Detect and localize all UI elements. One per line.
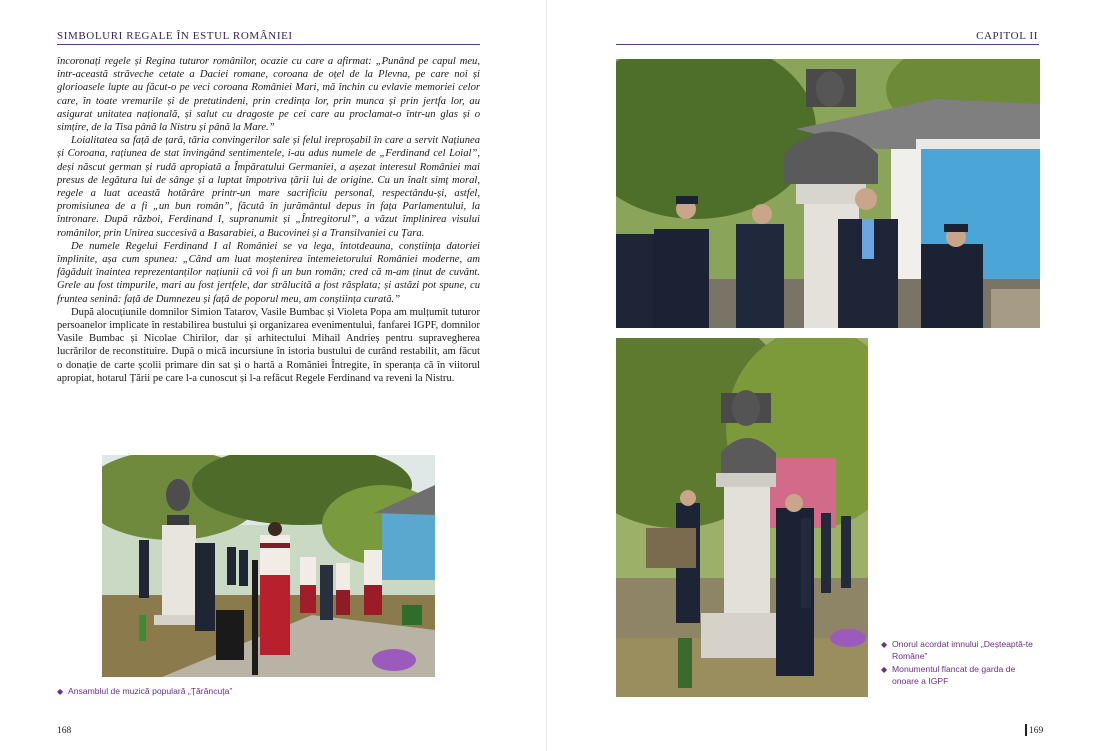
- header-rule-right: [616, 44, 1039, 45]
- caption-text: Onorul acordat imnului „Deșteaptă-te Române”: [892, 639, 1033, 661]
- caption-text: Monumentul flancat de garda de onoare a IGPF: [892, 664, 1016, 686]
- running-head-left: SIMBOLURI REGALE ÎN ESTUL ROMÂNIEI: [57, 30, 293, 42]
- paragraph-2: Loialitatea sa față de țară, tăria convingerilor sale și felul ireproșabil în care a servit Națiunea și Coroana, rațiunea de stat învingând sentimentele, i-au adus numele de „Ferdinand cel Loial”, deși născut german și rudă apropiată a Împăratului Germaniei, a așezat interesul României mai presus de legătura lui de sânge și a luptat împotriva țării lui de origine. Cu un înalt simț moral, regele a luat această hotărâre printr-un mare sacrificiu personal, respectându-și, astfel, promisiunea de a fi „un bun român”, făcută în jurământul depus în fața Parlamentului, la întronare. După război, Ferdinand I, supranumit și „Întregitorul”, a văzut împlinirea visului românilor, prin Unirea succesivă a Basarabiei, a Bucovinei și a Transilvaniei cu Țara.: [57, 135, 480, 239]
- caption-right: [881, 639, 1043, 689]
- photo-folk-ensemble: [102, 455, 435, 677]
- photo-honour-guard: [616, 59, 1040, 328]
- body-text-left: [57, 55, 480, 385]
- photo-monument: [616, 338, 868, 697]
- caption-text: Ansamblul de muzică populară „Țărăncuța”: [68, 686, 233, 696]
- header-rule-left: [57, 44, 480, 45]
- paragraph-4: După alocuțiunile domnilor Simion Tatarov, Vasile Bumbac și Violeta Popa am mulțumit tuturor persoanelor implicate în restabilirea bustului și organizarea evenimentului, fanfarei IGPF, domnilor Vasile Bumbac și Nicolae Chirilor, dar și arhitectului Mihail Andrieș pentru supravegherea lucrărilor de reconstituire. După o mică incursiune în istoria bustului de curând restabilit, am făcut o donație de carte școlii primare din sat și o hartă a României Întregite, în speranța că în viitorul apropiat, hotarul Țării pe care l-a cunoscut și l-a refăcut Regele Ferdinand va reveni la Nistru.: [57, 306, 480, 384]
- folio-mark: [1025, 724, 1027, 736]
- bullet-icon: ◆: [57, 687, 64, 696]
- running-head-right: CAPITOL II: [976, 30, 1038, 42]
- caption-item: [881, 664, 1043, 687]
- caption-left: [57, 686, 357, 700]
- paragraph-1: încoronați regele și Regina tuturor românilor, ocazie cu care a afirmat: „Punând pe capul meu, într-această străveche cetate a Daciei romane, coroana de oțel de la Plevna, pe care noi și glorioasele lupte au făcut-o pe veci coroana României Mari, mă închin cu evlavie memoriei celor care, în toate vremurile și de pretutindeni, prin credința lor, prin munca și prin jertfa lor, au asigurat unitatea națională, și salut cu dragoste pe cei care au proclamat-o într-un glas și o simțire, de la Tisa până la Nistru și până la Mare.”: [57, 56, 480, 134]
- right-page: [547, 0, 1093, 751]
- paragraph-3: De numele Regelui Ferdinand I al României se va lega, întotdeauna, conștiința datoriei împlinite, așa cum spunea: „Când am luat moștenirea întemeietorului României moderne, am făgăduit înaintea reprezentanților națiunii că voi fi un bun român; cred că m-am ținut de cuvânt. Grele au fost timpurile, mari au fost jertfele, dar strălucită a fost răsplata; și astăzi pot spune, cu fruntea senină: față de Dumnezeu și față de poporul meu, am conștiința curată.”: [57, 240, 480, 305]
- caption-item: [57, 686, 357, 698]
- left-page: [0, 0, 546, 751]
- caption-item: [881, 639, 1043, 662]
- bullet-icon: ◆: [881, 640, 888, 649]
- page-number-left: 168: [57, 726, 72, 736]
- bullet-icon: ◆: [881, 665, 888, 674]
- page-number-right: 169: [1029, 726, 1044, 736]
